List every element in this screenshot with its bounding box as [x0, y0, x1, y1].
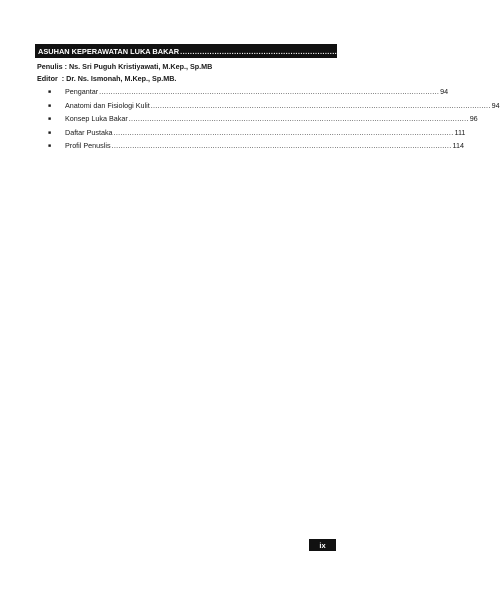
chapter-title: ASUHAN KEPERAWATAN LUKA BAKAR [38, 46, 180, 56]
toc-title: Pengantar [65, 87, 99, 96]
square-bullet-icon: ■ [48, 116, 52, 122]
toc-list [48, 87, 500, 155]
leader-dots: .................................................................................................................................................... [150, 100, 491, 110]
toc-item-pengantar[interactable] [48, 87, 449, 101]
toc-item-profil-penulis[interactable] [48, 141, 464, 155]
toc-title: Daftar Pustaka [65, 127, 113, 137]
square-bullet-icon: ■ [48, 143, 52, 149]
editor-name: Dr. Ns. Ismonah, M.Kep., Sp.MB. [66, 74, 177, 83]
toc-page: 94 [491, 100, 500, 110]
square-bullet-icon: ■ [48, 89, 52, 95]
leader-dots: .................................................................................................................................................... [99, 87, 440, 96]
toc-page: 96 [469, 114, 478, 123]
chapter-heading[interactable] [35, 44, 447, 58]
leader-dots: .................................................................................................................................................... [128, 114, 469, 123]
author-name: Ns. Sri Puguh Kristiyawati, M.Kep., Sp.MB [68, 62, 213, 71]
toc-item-anatomi[interactable] [48, 100, 500, 115]
toc-page: 94 [440, 87, 449, 96]
toc-item-konsep[interactable] [48, 114, 478, 128]
toc-page: 111 [454, 127, 466, 137]
toc-title: Anatomi dan Fisiologi Kulit [65, 100, 150, 110]
author-label: Penulis [37, 62, 63, 71]
square-bullet-icon: ■ [48, 129, 52, 136]
leader-dots: ......................................................................................................... [180, 46, 438, 56]
author-line: Penulis : Ns. Sri Puguh Kristiyawati, M.Kep., Sp.MB [37, 62, 213, 71]
square-bullet-icon: ■ [48, 102, 52, 109]
toc-page: 114 [452, 141, 464, 150]
toc-title: Profil Penuslis [65, 141, 111, 150]
editor-line: Editor : Dr. Ns. Ismonah, M.Kep., Sp.MB. [37, 74, 177, 83]
toc-title: Konsep Luka Bakar [65, 114, 128, 123]
leader-dots: .................................................................................................................................................... [111, 141, 452, 150]
page-number-badge: ix [309, 539, 336, 551]
leader-dots: .................................................................................................................................................... [113, 127, 454, 137]
editor-label: Editor [37, 74, 58, 83]
toc-item-daftar-pustaka[interactable] [48, 127, 466, 142]
chapter-page: 94 [438, 46, 447, 56]
